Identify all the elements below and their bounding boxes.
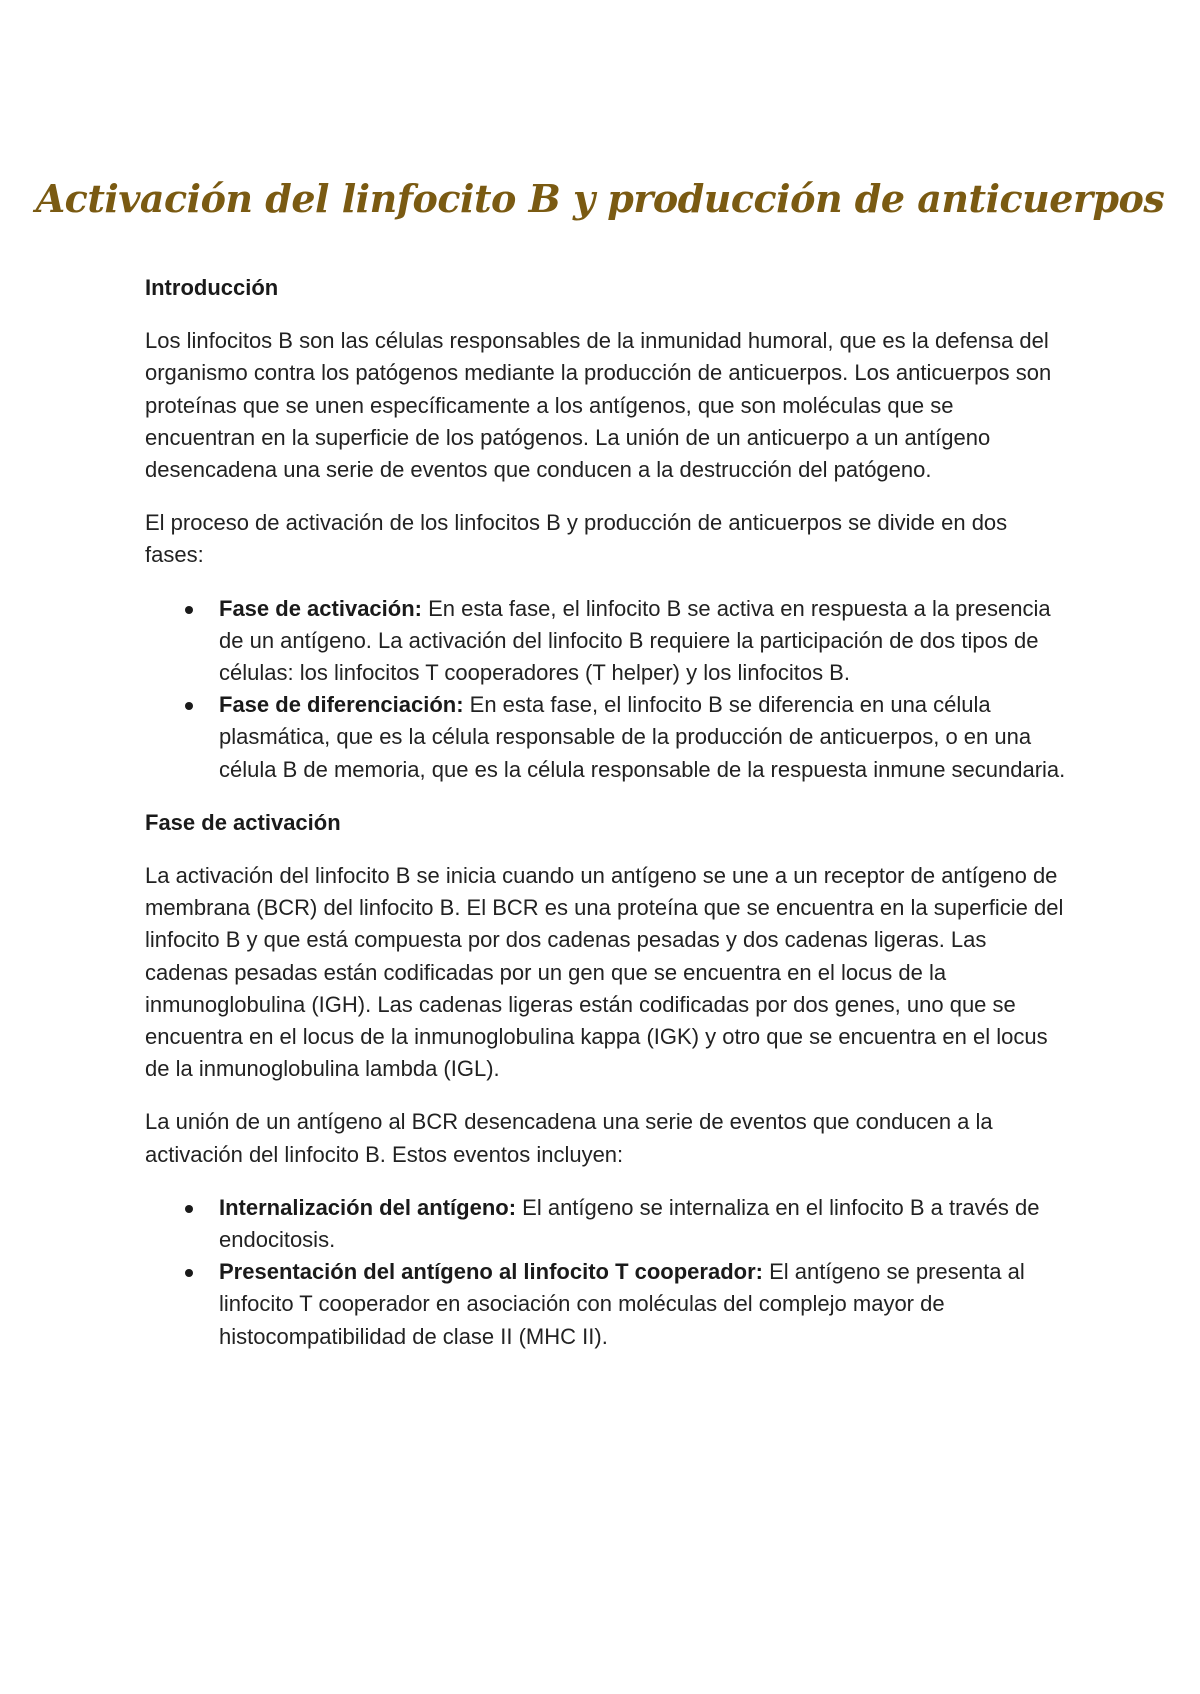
list-item xyxy=(145,689,1067,786)
bullet-text: El antígeno se internaliza en el linfocito B a través de endocitosis. xyxy=(219,1194,1040,1253)
list-item xyxy=(145,593,1067,690)
activation-bullet-list xyxy=(145,1192,1067,1353)
bullet-label: Internalización del antígeno: xyxy=(219,1194,517,1220)
activation-paragraph-1: La activación del linfocito B se inicia cuando un antígeno se une a un receptor de antígeno de membrana (BCR) del linfocito B. El BCR es una proteína que se encuentra en la superficie del linfocito B y que está compuesta por dos cadenas pesadas y dos cadenas ligeras. Las cadenas pesadas están codificadas por un gen que se encuentra en el locus de la inmunoglobulina (IGH). Las cadenas ligeras están codificadas por dos genes, uno que se encuentra en el locus de la inmunoglobulina kappa (IGK) y otro que se encuentra en el locus de la inmunoglobulina lambda (IGL). xyxy=(145,863,1064,1082)
page-title: Activación del linfocito B y producción de anticuerpos xyxy=(35,176,1165,221)
intro-paragraph-2: El proceso de activación de los linfocitos B y producción de anticuerpos se divide en dos fases: xyxy=(145,510,1008,568)
bullet-icon xyxy=(185,606,193,614)
bullet-label: Presentación del antígeno al linfocito T cooperador: xyxy=(219,1259,763,1285)
section-heading-activation: Fase de activación xyxy=(145,809,341,835)
bullet-icon xyxy=(185,1269,193,1277)
intro-bullet-list xyxy=(145,593,1067,786)
intro-paragraph-1: Los linfocitos B son las células responsables de la inmunidad humoral, que es la defensa del organismo contra los patógenos mediante la producción de anticuerpos. Los anticuerpos son proteínas que se unen específicamente a los antígenos, que son moléculas que se encuentran en la superficie de los patógenos. La unión de un anticuerpo a un antígeno desencadena una serie de eventos que conducen a la destrucción del patógeno. xyxy=(145,328,1052,483)
section-heading-intro: Introducción xyxy=(145,275,279,300)
bullet-icon xyxy=(185,1205,193,1213)
list-item xyxy=(145,1192,1067,1256)
activation-paragraph-2: La unión de un antígeno al BCR desencadena una serie de eventos que conducen a la activación del linfocito B. Estos eventos incluyen: xyxy=(145,1109,993,1167)
bullet-label: Fase de diferenciación: xyxy=(219,692,464,718)
bullet-label: Fase de activación: xyxy=(219,595,422,621)
bullet-text: En esta fase, el linfocito B se diferencia en una célula plasmática, que es la célula responsable de la producción de anticuerpos, o en una célula B de memoria, que es la célula responsable de la respuesta inmune secundaria. xyxy=(219,692,1066,782)
bullet-text: En esta fase, el linfocito B se activa en respuesta a la presencia de un antígeno. La activación del linfocito B requiere la participación de dos tipos de células: los linfocitos T cooperadores (T helper) y los linfocitos B. xyxy=(219,595,1051,686)
bullet-icon xyxy=(185,702,193,710)
bullet-text: El antígeno se presenta al linfocito T cooperador en asociación con moléculas del complejo mayor de histocompatibilidad de clase II (MHC II). xyxy=(219,1259,1025,1349)
list-item xyxy=(145,1256,1067,1353)
document-body xyxy=(145,272,1067,1374)
